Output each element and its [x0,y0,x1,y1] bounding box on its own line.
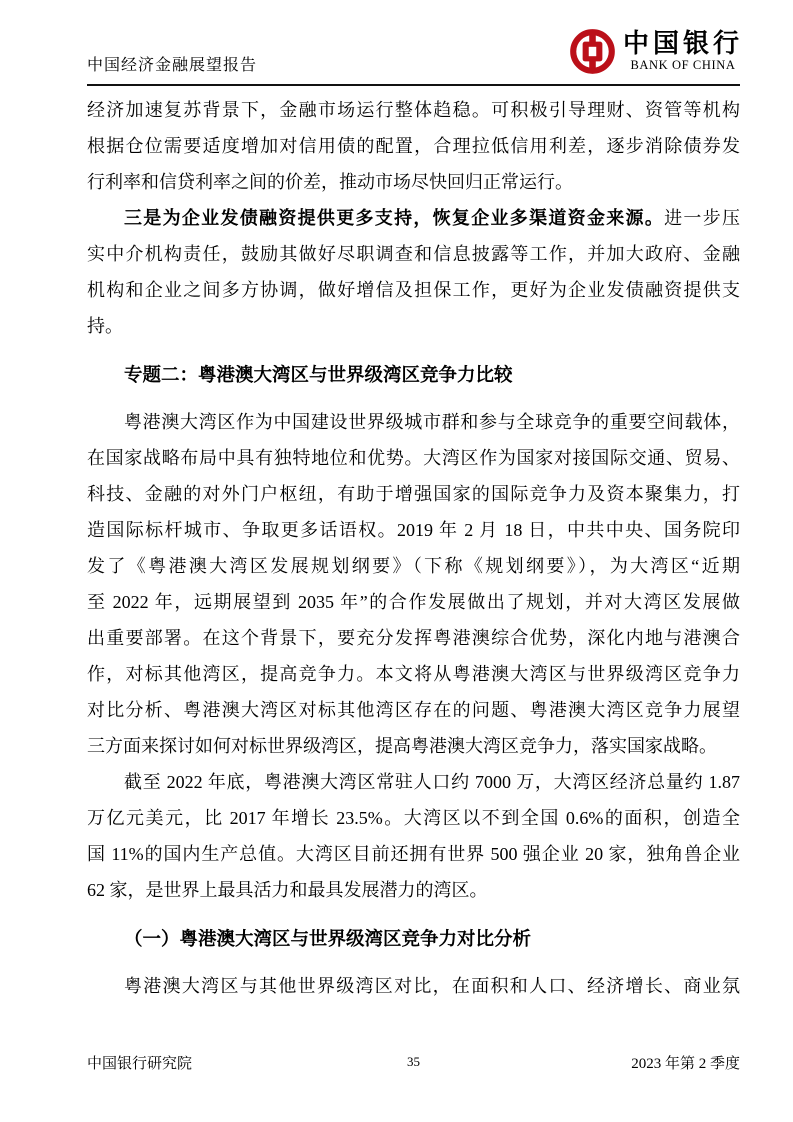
section-heading: 专题二：粤港澳大湾区与世界级湾区竞争力比较 [124,366,513,386]
body-line: 粤港澳大湾区作为中国建设世界级城市群和参与全球竞争的重要空间载体， [124,412,740,432]
body-line: 三方面来探讨如何对标世界级湾区，提高粤港澳大湾区竞争力，落实国家战略。 [87,736,717,756]
body-line: 机构和企业之间多方协调，做好增信及担保工作，更好为企业发债融资提供支 [87,280,740,300]
page-body [87,92,740,1004]
footer-institute: 中国银行研究院 [87,1056,193,1072]
bank-of-china-logo [569,28,743,75]
body-line: 造国际标杆城市、争取更多话语权。2019 年 2 月 18 日，中共中央、国务院印 [87,520,740,540]
body-line: 出重要部署。在这个背景下，要充分发挥粤港澳综合优势，深化内地与港澳合 [87,628,740,648]
text-run: 进一步压 [664,208,740,228]
report-title: 中国经济金融展望报告 [87,57,258,74]
body-line: 万亿元美元，比 2017 年增长 23.5%。大湾区以不到全国 0.6%的面积，创造全 [87,808,740,828]
subsection-heading: （一）粤港澳大湾区与世界级湾区竞争力对比分析 [124,930,532,950]
body-line: 经济加速复苏背景下，金融市场运行整体趋稳。可积极引导理财、资管等机构 [87,100,740,120]
body-line [87,200,740,236]
body-line: 粤港澳大湾区与其他世界级湾区对比，在面积和人口、经济增长、商业氛 [124,976,740,996]
bank-name-chinese: 中国银行 [622,28,743,58]
body-line: 对比分析、粤港澳大湾区对标其他湾区存在的问题、粤港澳大湾区竞争力展望 [87,700,740,720]
footer-page-number: 35 [407,1054,420,1069]
body-line: 62 家，是世界上最具活力和最具发展潜力的湾区。 [87,880,488,900]
body-line: 国 11%的国内生产总值。大湾区目前还拥有世界 500 强企业 20 家，独角兽企业 [87,844,740,864]
bank-name-english: BANK OF CHINA [630,58,736,73]
header-divider [87,84,740,86]
body-line: 科技、金融的对外门户枢纽，有助于增强国家的国际竞争力及资本聚集力，打 [87,484,740,504]
body-line: 作，对标其他湾区，提高竞争力。本文将从粤港澳大湾区与世界级湾区竞争力 [87,664,740,684]
body-line: 持。 [87,316,123,336]
body-line: 截至 2022 年底，粤港澳大湾区常驻人口约 7000 万，大湾区经济总量约 1.87 [124,772,740,792]
body-line: 实中介机构责任，鼓励其做好尽职调查和信息披露等工作，并加大政府、金融 [87,244,740,264]
bank-of-china-wordmark [623,30,743,73]
footer-issue: 2023 年第 2 季度 [631,1056,740,1072]
body-line: 在国家战略布局中具有独特地位和优势。大湾区作为国家对接国际交通、贸易、 [87,448,740,468]
body-line: 至 2022 年，远期展望到 2035 年”的合作发展做出了规划，并对大湾区发展做 [87,592,740,612]
bold-run: 三是为企业发债融资提供更多支持，恢复企业多渠道资金来源。 [124,208,665,228]
body-line: 发了《粤港澳大湾区发展规划纲要》（下称《规划纲要》），为大湾区“近期 [87,556,740,576]
body-line: 根据仓位需要适度增加对信用债的配置，合理拉低信用利差，逐步消除债券发 [87,136,740,156]
bank-of-china-emblem-icon [569,28,616,75]
body-line: 行利率和信贷利率之间的价差，推动市场尽快回归正常运行。 [87,172,573,192]
